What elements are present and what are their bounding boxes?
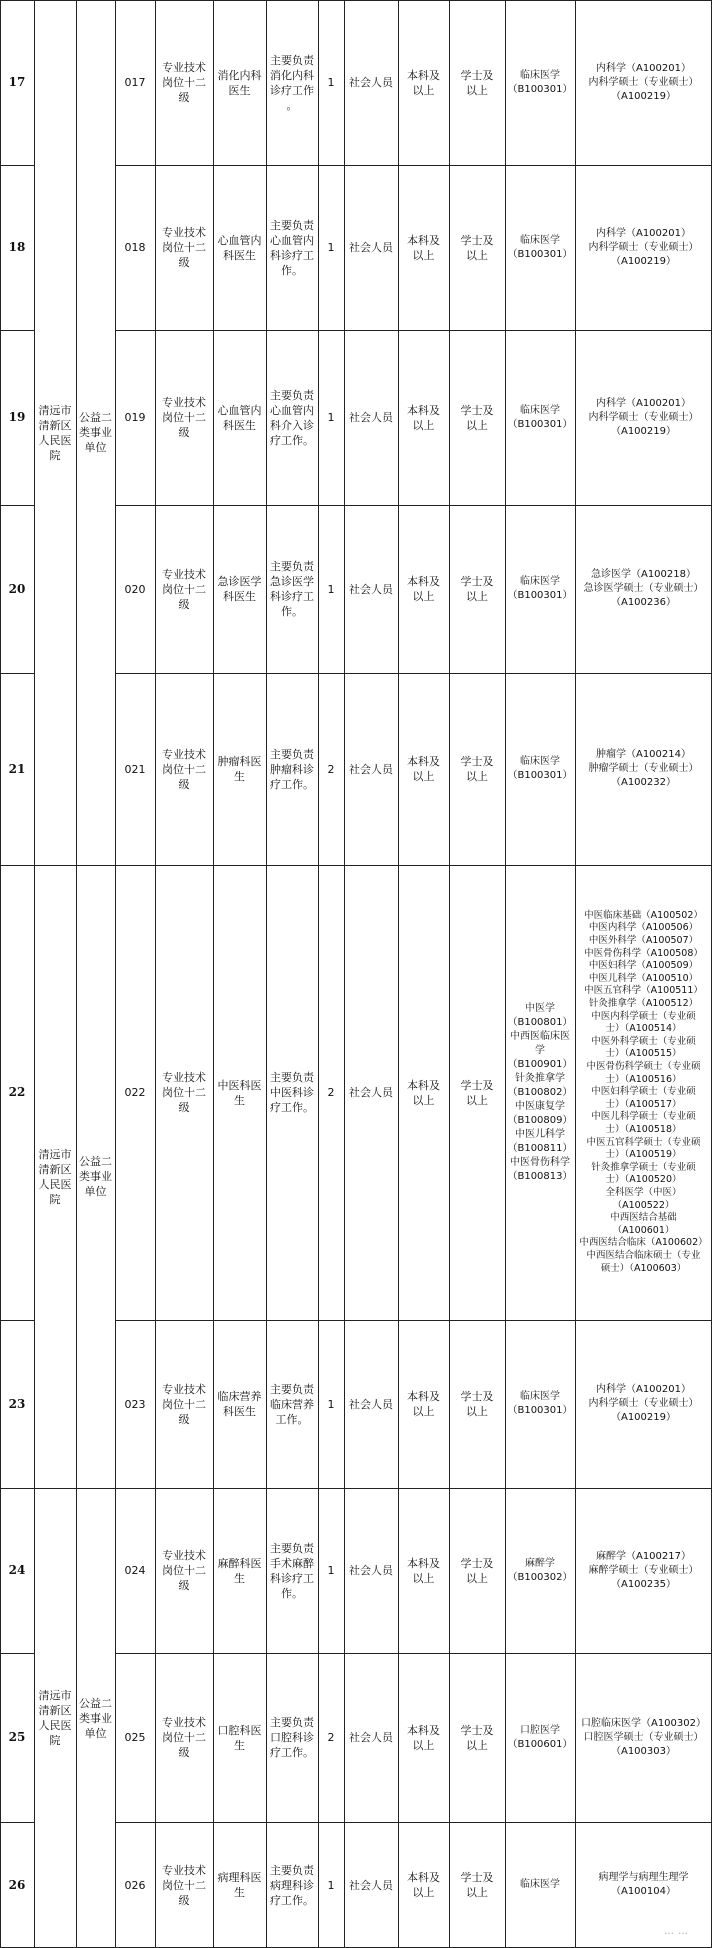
- cell-education: 本科及 以上: [407, 403, 440, 432]
- cell-education: 本科及 以上: [407, 1723, 440, 1752]
- cell-post-code: 022: [124, 1086, 146, 1099]
- cell-post-duty: 主要负责 消化内科 诊疗工作 。: [270, 53, 314, 112]
- cell-target: 社会人员: [349, 411, 393, 424]
- cell-target: 社会人员: [349, 582, 393, 596]
- cell-post-duty: 主要负责 中医科诊 疗工作。: [270, 1071, 314, 1114]
- cell-seq: 20: [8, 581, 26, 596]
- cell-education: 本科及 以上: [407, 755, 440, 783]
- cell-major-undergrad: 临床医学 （B100301）: [507, 576, 573, 601]
- cell-post-duty: 主要负责 口腔科诊 疗工作。: [270, 1716, 314, 1759]
- cell-post-name: 心血管内 科医生: [217, 403, 262, 432]
- cell-post-name: 口腔科医 生: [217, 1723, 262, 1752]
- cell-degree: 学士及 以上: [460, 1390, 494, 1418]
- cell-major-grad: 内科学（A100201） 内科学硕士（专业硕士） （A100219）: [588, 62, 699, 102]
- grid-vline: [449, 0, 450, 1948]
- cell-seq: 23: [8, 1396, 26, 1411]
- grid-vline: [155, 0, 156, 1948]
- cell-major-grad: 内科学（A100201） 内科学硕士（专业硕士） （A100219）: [588, 227, 699, 267]
- cell-count: 1: [327, 76, 335, 89]
- cell-post-name: 病理科医 生: [217, 1871, 262, 1899]
- cell-post-name: 急诊医学 科医生: [217, 575, 262, 603]
- grid-hline: [0, 1653, 34, 1654]
- cell-post-level: 专业技术 岗位十二 级: [162, 1382, 206, 1426]
- cell-post-duty: 主要负责 肿瘤科诊 疗工作。: [270, 747, 314, 791]
- cell-post-code: 025: [124, 1731, 146, 1744]
- cell-count: 1: [327, 241, 335, 254]
- grid-vline: [115, 0, 116, 1948]
- grid-hline: [115, 1822, 712, 1823]
- cell-post-level: 专业技术 岗位十二 级: [162, 747, 206, 791]
- cell-post-code: 023: [124, 1397, 146, 1411]
- cell-target: 社会人员: [349, 241, 393, 254]
- grid-vline: [398, 0, 399, 1948]
- grid-hline: [115, 165, 712, 166]
- cell-count: 1: [327, 1397, 335, 1411]
- grid-hline: [115, 1320, 712, 1321]
- cell-post-code: 017: [124, 76, 146, 89]
- grid-hline: [0, 165, 34, 166]
- cell-major-grad: 内科学（A100201） 内科学硕士（专业硕士） （A100219）: [588, 397, 699, 437]
- cell-unit: 清远市 清新区 人民医 院: [38, 1689, 72, 1747]
- cell-seq: 25: [8, 1730, 26, 1744]
- cell-post-name: 临床营养 科医生: [217, 1390, 262, 1418]
- cell-education: 本科及 以上: [407, 1390, 440, 1418]
- cell-seq: 17: [8, 75, 26, 89]
- cell-degree: 学士及 以上: [460, 755, 494, 783]
- cell-post-name: 中医科医 生: [217, 1078, 262, 1107]
- grid-hline: [0, 1320, 34, 1321]
- cell-seq: 26: [8, 1877, 26, 1892]
- cell-post-duty: 主要负责 手术麻醉 科诊疗工 作。: [270, 1541, 314, 1600]
- cell-post-duty: 主要负责 心血管内 科介入诊 疗工作。: [270, 388, 314, 447]
- cell-seq: 19: [8, 410, 26, 424]
- cell-major-undergrad: 临床医学 （B100301）: [507, 69, 573, 95]
- grid-vline: [34, 0, 35, 1948]
- cell-education: 本科及 以上: [407, 575, 440, 603]
- cell-degree: 学士及 以上: [460, 1556, 494, 1585]
- cell-post-level: 专业技术 岗位十二 级: [162, 1716, 206, 1759]
- grid-vline: [575, 0, 576, 1948]
- cell-post-level: 专业技术 岗位十二 级: [162, 1863, 206, 1907]
- cell-degree: 学士及 以上: [460, 68, 494, 97]
- cell-post-code: 019: [124, 411, 146, 424]
- cell-education: 本科及 以上: [407, 233, 440, 262]
- cell-post-name: 心血管内 科医生: [217, 233, 262, 262]
- grid-hline: [0, 505, 34, 506]
- cell-degree: 学士及 以上: [460, 1723, 494, 1752]
- grid-hline: [115, 673, 712, 674]
- cell-unit-type: 公益二 类事业 单位: [79, 1696, 112, 1740]
- cell-major-grad: 肿瘤学（A100214） 肿瘤学硕士（专业硕士） （A100232）: [588, 749, 699, 788]
- cell-post-code: 020: [124, 582, 146, 596]
- watermark-mark: ……: [664, 1926, 692, 1937]
- cell-target: 社会人员: [349, 1878, 393, 1892]
- grid-vline: [505, 0, 506, 1948]
- cell-major-grad: 急诊医学（A100218） 急诊医学硕士（专业硕士） （A100236）: [583, 569, 704, 608]
- cell-post-level: 专业技术 岗位十二 级: [162, 1071, 206, 1114]
- cell-major-undergrad: 口腔医学 （B100601）: [507, 1724, 573, 1750]
- cell-count: 1: [327, 411, 335, 424]
- cell-degree: 学士及 以上: [460, 1078, 494, 1107]
- cell-post-name: 消化内科 医生: [217, 68, 262, 97]
- grid-vline: [76, 0, 77, 1948]
- grid-hline: [115, 330, 712, 331]
- cell-unit-type: 公益二 类事业 单位: [79, 411, 112, 454]
- cell-post-code: 024: [124, 1564, 146, 1577]
- cell-education: 本科及 以上: [407, 1871, 440, 1899]
- cell-education: 本科及 以上: [407, 1556, 440, 1585]
- cell-seq: 22: [8, 1085, 26, 1099]
- grid-hline: [0, 1822, 34, 1823]
- cell-major-grad: 口腔临床医学（A100302） 口腔医学硕士（专业硕士） （A100303）: [580, 1717, 706, 1757]
- cell-education: 本科及 以上: [407, 68, 440, 97]
- cell-target: 社会人员: [349, 1731, 393, 1744]
- grid-hline: [115, 505, 712, 506]
- grid-vline: [318, 0, 319, 1948]
- cell-major-undergrad: 临床医学 （B100301）: [507, 404, 573, 430]
- cell-count: 2: [327, 762, 335, 776]
- cell-post-duty: 主要负责 急诊医学 科诊疗工 作。: [270, 560, 314, 618]
- cell-major-undergrad: 麻醉学 （B100302）: [507, 1557, 573, 1583]
- cell-seq: 18: [8, 240, 26, 254]
- cell-post-code: 018: [124, 241, 146, 254]
- cell-target: 社会人员: [349, 76, 393, 89]
- cell-target: 社会人员: [349, 1397, 393, 1411]
- grid-hline: [0, 673, 34, 674]
- cell-major-undergrad: 临床医学 （B100301）: [507, 234, 573, 260]
- grid-vline: [0, 0, 1, 1948]
- cell-major-grad: 内科学（A100201） 内科学硕士（专业硕士） （A100219）: [588, 1384, 699, 1423]
- cell-major-undergrad: 临床医学: [520, 1879, 560, 1890]
- cell-post-name: 麻醉科医 生: [217, 1556, 262, 1585]
- cell-count: 2: [327, 1086, 335, 1099]
- cell-major-undergrad: 临床医学 （B100301）: [507, 756, 573, 781]
- cell-seq: 24: [8, 1563, 26, 1577]
- cell-major-undergrad: 临床医学 （B100301）: [507, 1391, 573, 1416]
- cell-degree: 学士及 以上: [460, 233, 494, 262]
- cell-post-level: 专业技术 岗位十二 级: [162, 567, 206, 611]
- cell-degree: 学士及 以上: [460, 1871, 494, 1899]
- grid-vline: [344, 0, 345, 1948]
- cell-unit-type: 公益二 类事业 单位: [79, 1155, 112, 1198]
- cell-post-duty: 主要负责 病理科诊 疗工作。: [270, 1863, 314, 1907]
- cell-post-level: 专业技术 岗位十二 级: [162, 1549, 206, 1592]
- cell-post-code: 021: [124, 762, 146, 776]
- cell-target: 社会人员: [349, 762, 393, 776]
- cell-post-level: 专业技术 岗位十二 级: [162, 61, 206, 104]
- grid-hline: [0, 865, 712, 866]
- cell-post-code: 026: [124, 1878, 146, 1892]
- cell-major-grad: 中医临床基础（A100502） 中医内科学（A100506） 中医外科学（A100507） 中医骨伤科学（A100508） 中医妇科学（A100509） 中医儿科学（A100510） 中医五官科学（A100511） 针灸推拿学（A100512） 中医内科学硕士（专业硕 士）（A100514） 中医外科学硕士（专业硕 士）（A100515） 中医骨伤科学硕士（专业硕 士）（A100516） 中医妇科学硕士（专业硕 士）（A100517） 中医儿科学硕士（专业硕 士）（A100518） 中医五官科学硕士（专业硕 士）（A100519） 针灸推拿学硕士（专业硕 士）（A100520） 全科医学（中医） （A100522） 中西医结合基础 （A100601） 中西医结合临床（A100602） 中西医结合临床硕士（专业 硕士）（A100603）: [579, 909, 708, 1274]
- cell-post-level: 专业技术 岗位十二 级: [162, 226, 206, 269]
- grid-hline: [0, 330, 34, 331]
- cell-degree: 学士及 以上: [460, 403, 494, 432]
- cell-unit: 清远市 清新区 人民医 院: [38, 1147, 72, 1206]
- cell-major-grad: 麻醉学（A100217） 麻醉学硕士（专业硕士） （A100235）: [588, 1550, 699, 1590]
- grid-vline: [266, 0, 267, 1948]
- grid-hline: [0, 1488, 712, 1489]
- grid-hline: [115, 1653, 712, 1654]
- cell-major-grad: 病理学与病理生理学 （A100104）: [598, 1872, 689, 1897]
- cell-seq: 21: [8, 761, 26, 776]
- cell-post-level: 专业技术 岗位十二 级: [162, 396, 206, 439]
- cell-degree: 学士及 以上: [460, 575, 494, 603]
- cell-target: 社会人员: [349, 1086, 393, 1099]
- cell-post-duty: 主要负责 临床营养 工作。: [270, 1382, 314, 1426]
- cell-major-undergrad: 中医学 （B100801） 中西医临床医 学 （B100901） 针灸推拿学 （B100802） 中医康复学 （B100809） 中医儿科学 （B100811） 中医骨伤科学 （B100813）: [507, 1002, 573, 1182]
- grid-vline: [213, 0, 214, 1948]
- cell-count: 2: [327, 1731, 335, 1744]
- cell-education: 本科及 以上: [407, 1078, 440, 1107]
- cell-post-duty: 主要负责 心血管内 科诊疗工 作。: [270, 218, 314, 277]
- grid-hline: [0, 0, 712, 1]
- cell-count: 1: [327, 582, 335, 596]
- cell-post-name: 肿瘤科医 生: [217, 755, 262, 783]
- cell-unit: 清远市 清新区 人民医 院: [38, 403, 72, 462]
- cell-target: 社会人员: [349, 1564, 393, 1577]
- cell-count: 1: [327, 1564, 335, 1577]
- cell-count: 1: [327, 1878, 335, 1892]
